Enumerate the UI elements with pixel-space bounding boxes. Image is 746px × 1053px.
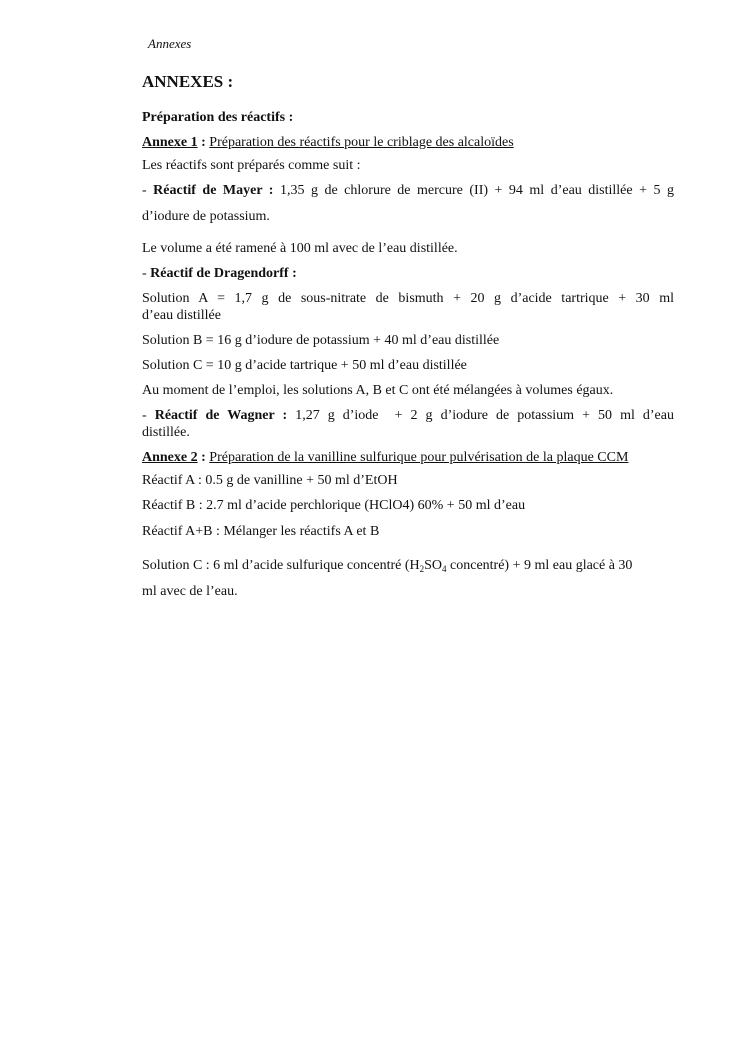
annexe-2-label: Annexe 2	[142, 450, 198, 465]
mayer-line-2: d’iodure de potassium.	[142, 209, 270, 224]
running-header: Annexes	[148, 36, 192, 51]
separator: :	[197, 135, 210, 150]
dragendorff-label: Réactif de Dragendorff :	[150, 266, 297, 281]
solution-a-line-1: Solution A = 1,7 g de sous-nitrate de bismuth + 20 g d’acide tartrique + 30 ml	[142, 291, 674, 306]
mayer-line-1	[142, 182, 674, 199]
text: SO	[424, 558, 443, 573]
wagner-line-1	[142, 407, 674, 424]
solution-a-line-2: d’eau distillée	[142, 308, 221, 323]
mayer-text: 1,35 g de chlorure de mercure (II) + 94 ml d’eau distillée + 5 g	[273, 183, 674, 198]
reactif-a: Réactif A : 0.5 g de vanilline + 50 ml d’EtOH	[142, 473, 398, 488]
volume-text: Le volume a été ramené à 100 ml avec de l’eau distillée.	[142, 241, 458, 256]
solution-c: Solution C = 10 g d’acide tartrique + 50 ml d’eau distillée	[142, 358, 467, 373]
annexe-1-title: Préparation des réactifs pour le criblage des alcaloïdes	[209, 135, 514, 150]
annexe-1-heading	[142, 134, 674, 151]
solution-b: Solution B = 16 g d’iodure de potassium + 40 ml d’eau distillée	[142, 333, 500, 348]
page-title: ANNEXES :	[142, 72, 234, 91]
moment-text: Au moment de l’emploi, les solutions A, B et C ont été mélangées à volumes égaux.	[142, 383, 614, 398]
dragendorff-heading	[142, 265, 674, 282]
text: concentré) + 9 ml eau glacé à 30	[446, 558, 633, 573]
subscript: 2	[419, 564, 425, 574]
wagner-label: Réactif de Wagner :	[154, 408, 288, 423]
section-heading: Préparation des réactifs :	[142, 110, 294, 125]
annexe-2-heading	[142, 449, 674, 466]
solution-c2-line-2: ml avec de l’eau.	[142, 584, 238, 599]
dash: -	[142, 408, 155, 423]
separator: :	[197, 450, 210, 465]
wagner-line-2: distillée.	[142, 425, 190, 440]
intro-text: Les réactifs sont préparés comme suit :	[142, 158, 361, 173]
text: Solution C : 6 ml d’acide sulfurique concentré (H	[142, 558, 420, 573]
reactif-b: Réactif B : 2.7 ml d’acide perchlorique (HClO4) 60% + 50 ml d’eau	[142, 498, 526, 513]
reactif-ab: Réactif A+B : Mélanger les réactifs A et B	[142, 524, 380, 539]
annexe-1-label: Annexe 1	[142, 135, 198, 150]
dash: -	[142, 183, 154, 198]
solution-c2-line-1	[142, 557, 674, 574]
subscript: 4	[442, 564, 447, 574]
dash: -	[142, 266, 151, 281]
mayer-label: Réactif de Mayer :	[153, 183, 274, 198]
annexe-2-title: Préparation de la vanilline sulfurique pour pulvérisation de la plaque CCM	[209, 450, 629, 465]
wagner-text: 1,27 g d’iode + 2 g d’iodure de potassium + 50 ml d’eau	[287, 408, 674, 423]
